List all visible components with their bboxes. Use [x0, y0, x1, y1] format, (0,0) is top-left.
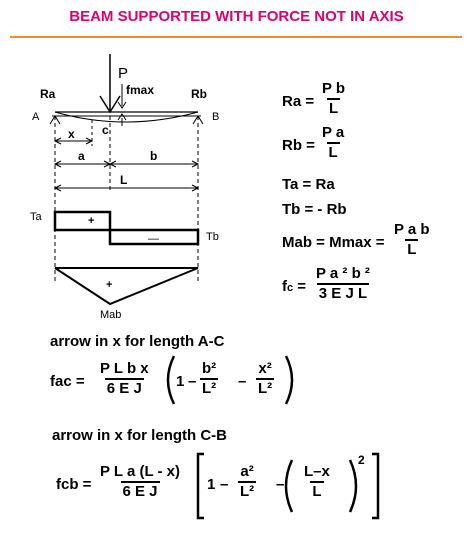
fcb-lx-fraction: $\frac{L-x}{L}$: [304, 463, 330, 500]
label-shear-minus: —: [148, 233, 159, 245]
heading-cb: arrow in x for length C-B: [52, 427, 228, 444]
fcb-minus1: –: [220, 476, 229, 493]
fcb-square: 2: [358, 453, 365, 467]
rb-denominator: L: [328, 144, 338, 161]
shear-positive: [55, 212, 110, 230]
fac-minus1: –: [188, 373, 197, 390]
ra-fraction: [320, 80, 347, 118]
tb-formula: Tb = - Rb: [282, 201, 347, 218]
label-B: B: [212, 111, 220, 123]
ta-formula: Ta = Ra: [282, 176, 335, 193]
label-x: x: [68, 127, 75, 141]
mab-fraction: [392, 221, 432, 259]
label-L: L: [120, 173, 128, 187]
page-title: BEAM SUPPORTED WITH FORCE NOT IN AXIS: [69, 8, 404, 25]
ra-numerator: P b: [322, 80, 346, 97]
label-a: a: [78, 149, 85, 163]
fac-b2-fraction: $\frac{\text{b²}}{\text{L²}}$: [202, 360, 217, 397]
mab-numerator: P a b: [394, 221, 430, 238]
fcb-one: 1: [207, 476, 216, 493]
label-Rb: Rb: [191, 87, 207, 101]
label-P: P: [118, 65, 129, 82]
fac-label: fac =: [50, 373, 85, 390]
mab-denominator: L: [407, 241, 417, 258]
rb-label: Rb =: [282, 137, 315, 154]
fac-fraction: [98, 360, 151, 398]
fcb-label: fcb =: [56, 476, 92, 493]
fcb-numerator: P L a (L - x): [100, 463, 181, 480]
label-Ra: Ra: [40, 87, 56, 101]
label-Ta: Ta: [30, 211, 42, 223]
label-shear-plus: +: [88, 215, 95, 227]
fc-denominator: 3 E J L: [318, 285, 368, 302]
fc-subscript: c: [287, 282, 294, 294]
heading-ac: arrow in x for length A-C: [50, 333, 225, 350]
label-fmax: fmax: [126, 83, 155, 97]
fac-denominator: 6 E J: [106, 380, 142, 397]
mab-label: Mab = Mmax =: [282, 234, 385, 251]
label-moment-plus: +: [106, 279, 113, 291]
beam-diagram: [0, 40, 240, 330]
label-Mab: Mab: [100, 309, 122, 321]
rb-numerator: P a: [322, 124, 345, 141]
ra-denominator: L: [328, 100, 339, 117]
moment-triangle: [55, 268, 198, 304]
title-divider: [10, 36, 462, 38]
fc-numerator: P a ² b ²: [316, 265, 370, 282]
label-Tb: Tb: [206, 231, 219, 243]
fcb-a2-fraction: $\frac{\text{a²}}{\text{L²}}$: [240, 463, 255, 500]
rb-fraction: [320, 124, 346, 162]
label-c: c: [102, 123, 109, 137]
fac-x2-fraction: $\frac{\text{x²}}{\text{L²}}$: [258, 360, 273, 397]
label-A: A: [32, 111, 40, 123]
fc-fraction: [314, 265, 372, 303]
fcb-denominator: 6 E J: [122, 483, 158, 500]
deflection-curve: [55, 112, 198, 122]
label-b: b: [150, 149, 158, 163]
fac-one: 1: [176, 373, 185, 390]
fcb-fraction: [98, 463, 182, 501]
fac-minus2: –: [238, 373, 247, 390]
fac-numerator: P L b x: [100, 360, 149, 377]
fcb-minus2: –: [276, 476, 285, 493]
ra-label: Ra =: [282, 93, 315, 110]
fc-equals: =: [297, 278, 307, 295]
fc-label: fc =: [282, 278, 307, 295]
